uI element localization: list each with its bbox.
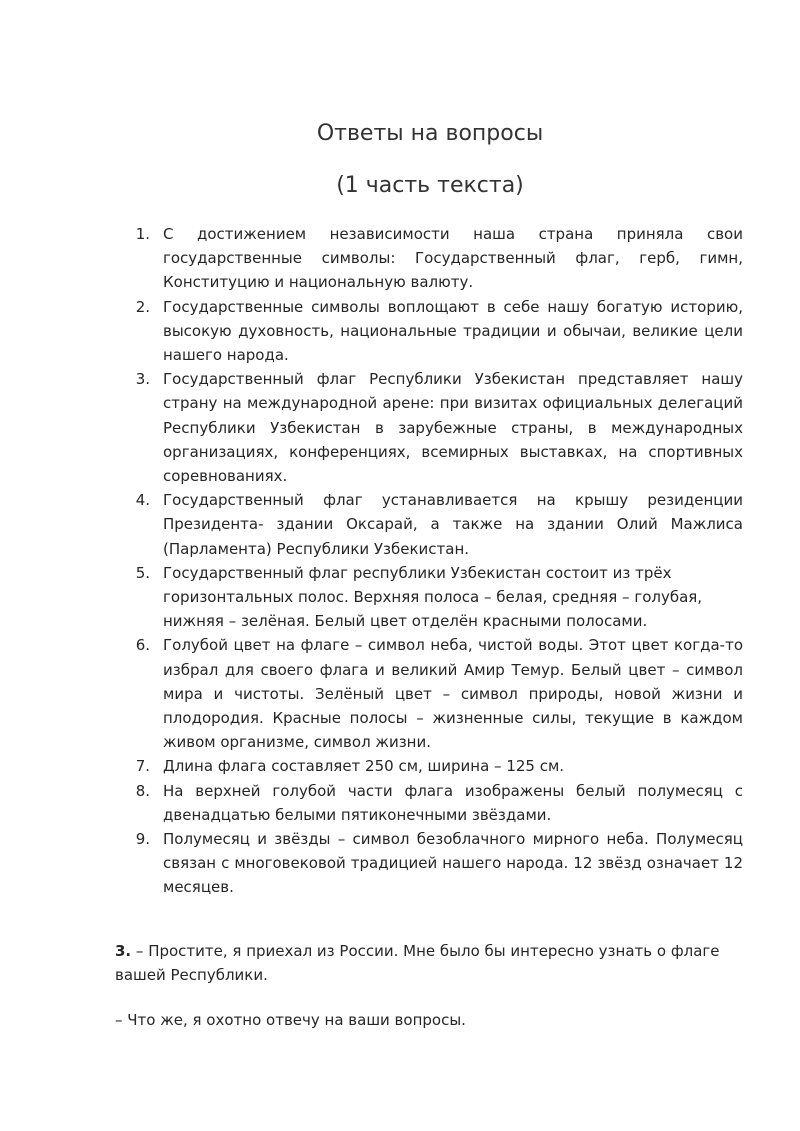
page-title: Ответы на вопросы: [316, 121, 544, 146]
list-item-text: Государственные символы воплощают в себе нашу богатую историю, высокую духовность, национальные традиции и обычаи, великие цели нашего народа.: [163, 297, 743, 365]
dialog-line: [115, 939, 725, 987]
list-item: [120, 295, 743, 368]
list-item: [120, 488, 743, 561]
dialog-text: – Что же, я охотно отвечу на ваши вопросы.: [115, 1011, 466, 1029]
list-item-text: Длина флага составляет 250 см, ширина – 125 см.: [163, 757, 565, 776]
section-number: 3.: [115, 942, 132, 960]
list-item-number: 3.: [135, 370, 150, 389]
list-item-number: 1.: [135, 225, 150, 243]
answers-list: [120, 222, 743, 900]
list-item-text: С достижением независимости наша страна приняла свои государственные символы: Государственный флаг, герб, гимн, Конституцию и национальную валюту.: [163, 225, 743, 292]
list-item: [120, 779, 743, 827]
list-item-text: Полумесяц и звёзды – символ безоблачного мирного неба. Полумесяц связан с многовековой традицией нашего народа. 12 звёзд означает 12 месяцев.: [163, 830, 743, 897]
list-item-text: Государственный флаг Республики Узбекистан представляет нашу страну на международной арене: при визитах официальных делегаций Республики Узбекистан в зарубежные страны, в международных организациях, конференциях, всемирных выставках, на спортивных соревнованиях.: [163, 370, 743, 486]
list-item-number: 2.: [135, 297, 150, 316]
list-item: [120, 222, 743, 295]
list-item-text: Государственный флаг устанавливается на крышу резиденции Президента- здании Оксарай, а также на здании Олий Мажлиса (Парламента) Республики Узбекистан.: [163, 491, 743, 558]
list-item-text: Голубой цвет на флаге – символ неба, чистой воды. Этот цвет когда-то избрал для своего флага и великий Амир Темур. Белый цвет – символ мира и чистоты. Зелёный цвет – символ природы, новой жизни и плодородия. Красные полосы – жизненные силы, текущие в каждом живом организме, символ жизни.: [163, 636, 743, 752]
dialog-text: – Простите, я приехал из России. Мне было бы интересно узнать о флаге вашей Республики.: [115, 942, 720, 985]
list-item: [120, 754, 743, 778]
list-item: [120, 367, 743, 488]
list-item-number: 8.: [135, 781, 150, 800]
list-item-number: 7.: [135, 757, 150, 776]
list-item: [120, 827, 743, 900]
list-item-number: 4.: [135, 491, 150, 510]
list-item: [120, 561, 743, 634]
page-subtitle: (1 часть текста): [336, 173, 524, 198]
list-item-number: 6.: [135, 636, 150, 655]
dialog-line: [115, 1008, 725, 1032]
list-item-text: Государственный флаг республики Узбекистан состоит из трёх горизонтальных полос. Верхняя полоса – белая, средняя – голубая, нижняя – зелёная. Белый цвет отделён красными полосами.: [163, 563, 703, 631]
list-item: [120, 633, 743, 754]
list-item-number: 5.: [135, 563, 150, 582]
list-item-text: На верхней голубой части флага изображены белый полумесяц с двенадцатью белыми пятиконечными звёздами.: [163, 781, 743, 824]
list-item-number: 9.: [135, 830, 150, 849]
